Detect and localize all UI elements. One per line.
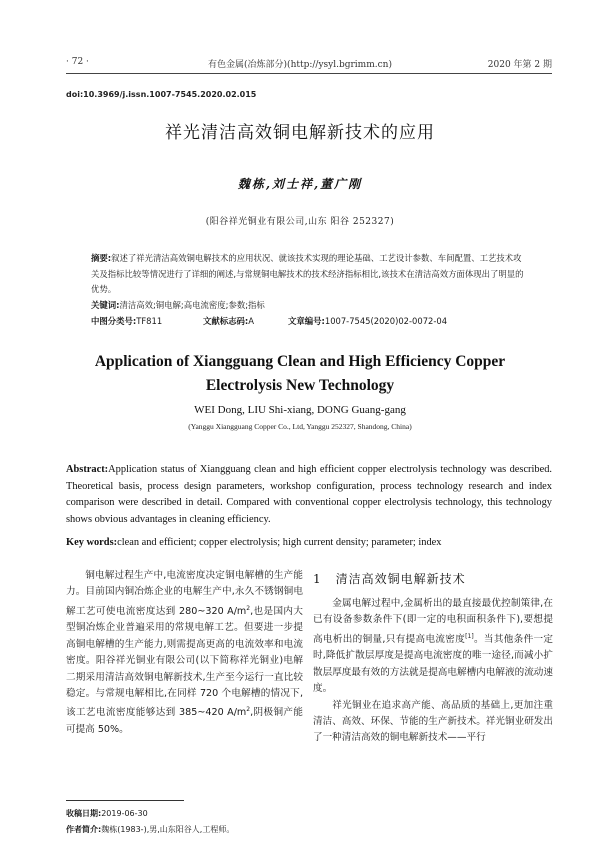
affiliation-en: (Yanggu Xiangguang Copper Co., Ltd, Yanggu 252327, Shandong, China): [188, 422, 412, 431]
abstract-cn-text: 叙述了祥光清洁高效铜电解技术的应用状况、就该技术实现的理论基础、工艺设计参数、车间配置、工艺技术攻关及指标比较等情况进行了详细的阐述,与常规铜电解技术的技术经济指标相比,该技术在清洁高效方面体现出了明显的优势。: [91, 253, 524, 294]
issue-label: 2020 年第 2 期: [487, 60, 552, 70]
abstract-en-label: Abstract:: [66, 464, 109, 475]
clc-value: TF811: [136, 316, 163, 326]
abstract-cn: [91, 251, 529, 298]
title-en-line1: Application of Xiangguang Clean and High Efficiency Copper: [94, 353, 506, 370]
received-date: 2019-06-30: [101, 809, 148, 818]
clc-label: 中图分类号:: [91, 316, 137, 326]
body-right-column: [313, 596, 553, 747]
footnote-author: [66, 824, 234, 835]
section-1-title: 清洁高效铜电解新技术: [335, 572, 466, 586]
abstract-cn-label: 摘要:: [91, 253, 112, 263]
authors-cn: 魏栋,刘士祥,董广刚: [237, 177, 363, 191]
body-right-p1-b: 。当其他条件一定时,降低扩散层厚度是提高电流密度的唯一途径,而减小扩散层厚度最有效的方法就是提高电解槽内电解液的流动速度。: [313, 634, 553, 695]
keywords-en-text: clean and efficient; copper electrolysis; high current density; parameter; index: [117, 537, 442, 548]
body-right-paragraph-1: [313, 596, 553, 698]
page-number: · 72 ·: [66, 57, 89, 67]
body-left-sup: 2: [246, 604, 251, 612]
keywords-cn: [91, 299, 529, 311]
doc-code-field: [203, 315, 254, 327]
footnote-received: [66, 808, 148, 819]
authors-en: WEI Dong, LIU Shi-xiang, DONG Guang-gang: [194, 404, 406, 416]
keywords-en: [66, 537, 552, 548]
author-bio: 魏栋(1983-),男,山东阳谷人,工程师。: [101, 825, 235, 834]
journal-name: 有色金属(冶炼部分)(http://ysyl.bgrimm.cn): [208, 60, 392, 70]
article-no-value: 1007-7545(2020)02-0072-04: [324, 316, 448, 326]
title-cn: 祥光清洁高效铜电解新技术的应用: [165, 123, 435, 143]
body-right-p1-a: 金属电解过程中,金属析出的最直接最优控制策律,在已有设备参数条件下(即一定的电积面积条件下),要想提高电析出的铜量,只有提高电流密度: [313, 598, 553, 645]
footnote-rule: [66, 800, 184, 801]
section-1-number: 1: [313, 572, 322, 586]
title-en-line2: Electrolysis New Technology: [205, 377, 395, 394]
doc-code-label: 文献标志码:: [203, 316, 249, 326]
body-left-column: [66, 568, 303, 738]
body-left-text-a: 铜电解过程生产中,电流密度决定铜电解槽的生产能力。目前国内铜冶炼企业的电解生产中,永久不锈钢铜电解工艺可使电流密度达到 280~320 A/m: [66, 570, 303, 617]
keywords-cn-text: 清洁高效;铜电解;高电流密度;参数;指标: [119, 300, 265, 310]
keywords-en-label: Key words:: [66, 537, 118, 548]
article-no-label: 文章编号:: [288, 316, 325, 326]
received-label: 收稿日期:: [66, 809, 102, 818]
section-1-heading: [313, 570, 466, 587]
clc-field: [91, 315, 162, 327]
abstract-en: [66, 462, 552, 528]
body-right-paragraph-2: 祥光铜业在追求高产能、高品质的基础上,更加注重清洁、高效、环保、节能的生产新技术。祥光铜业研发出了一种清洁高效的铜电解新技术——平行: [313, 699, 553, 744]
body-left-sup2: 2: [246, 706, 251, 714]
keywords-cn-label: 关键词:: [91, 300, 120, 310]
abstract-en-text: Application status of Xiangguang clean and high efficient copper electrolysis technology was described. Theoretical basis, process design parameters, workshop configuration, process technology research and index comparison were described in detail. Compared with conventional copper electrolysis technology, this technology shows obvious advantages in cleaning efficiency.: [66, 464, 552, 525]
doc-code-value: A: [248, 316, 254, 326]
affiliation-cn: (阳谷祥光铜业有限公司,山东 阳谷 252327): [205, 217, 395, 227]
header-rule: [66, 73, 552, 74]
citation-ref[interactable]: [1]: [465, 632, 474, 640]
article-no-field: [288, 315, 447, 327]
body-left-text-c: ,阴极铜产能可提高 50%。: [66, 707, 303, 736]
author-bio-label: 作者简介:: [66, 825, 102, 834]
body-left-text-b: ,也是国内大型铜冶炼企业普遍采用的常规电解工艺。但要进一步提高铜电解槽的生产能力,则需提高更高的电流效率和电流密度。阳谷祥光铜业有限公司(以下简称祥光铜业)电解二期采用清洁高效铜电解新技术,生产至今运行一直比较稳定。与常规电解相比,在同样 720 个电解槽的情况下,该工艺电流密度能够达到 385~420 A/m: [66, 606, 303, 719]
title-en: [0, 350, 600, 398]
doi: doi:10.3969/j.issn.1007-7545.2020.02.015: [66, 90, 257, 99]
